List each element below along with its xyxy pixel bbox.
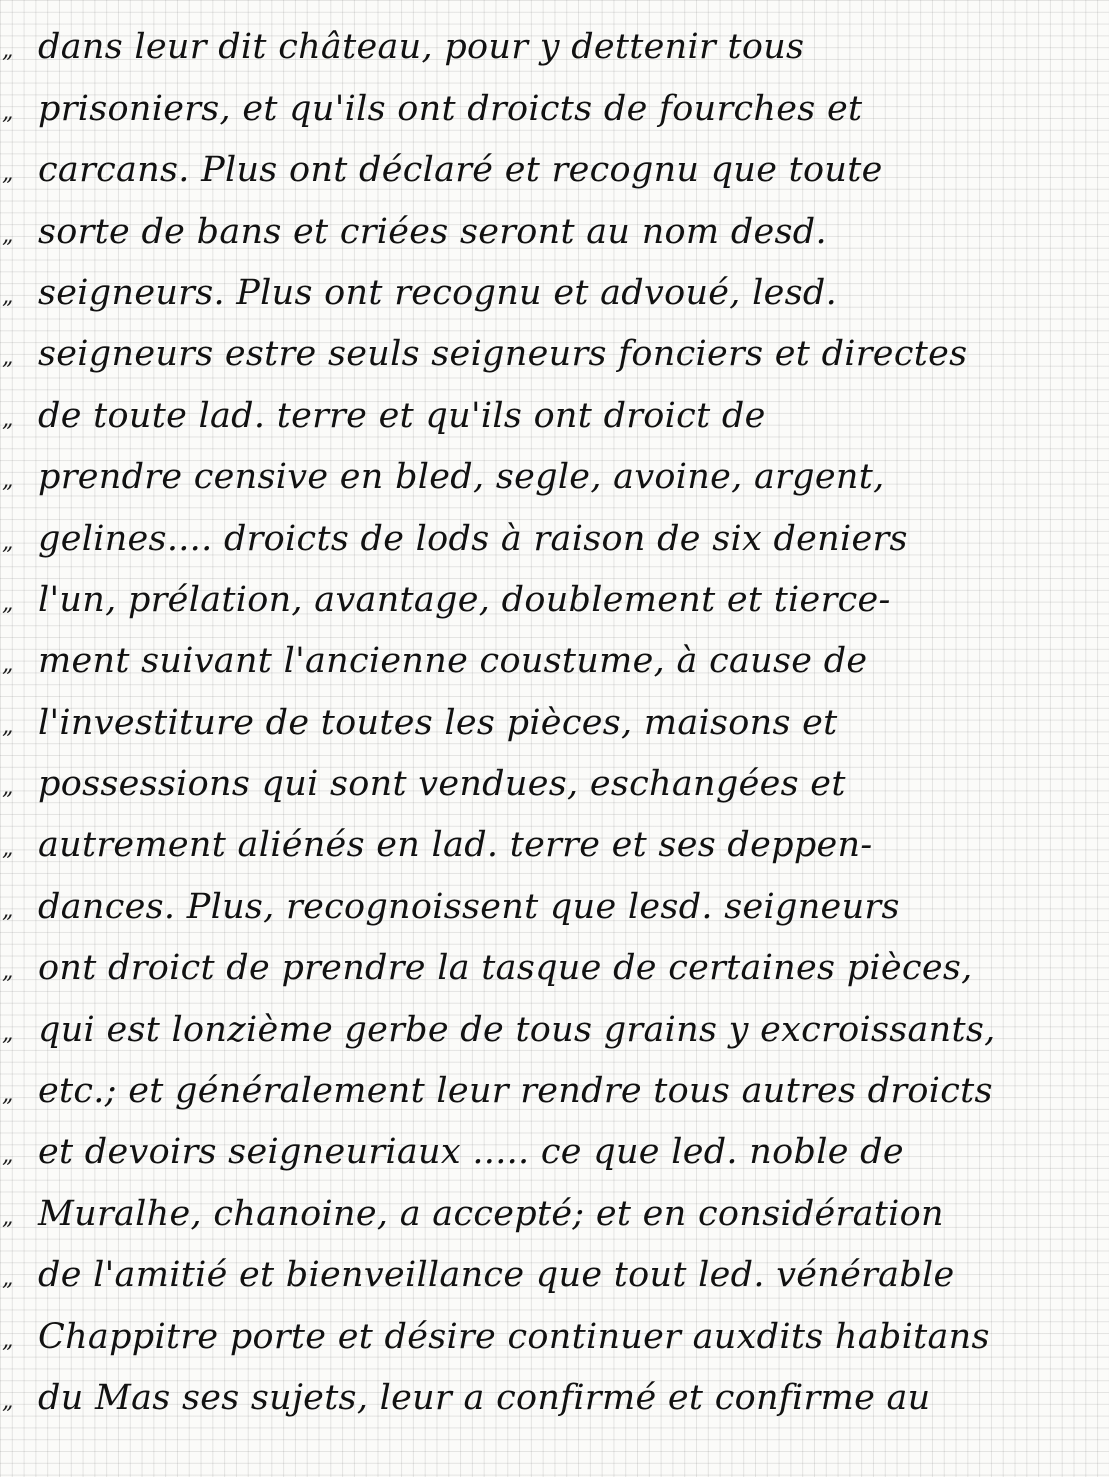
- text-line: [0, 442, 1109, 503]
- line-quote-mark: „: [2, 529, 13, 555]
- text-line: [0, 135, 1109, 196]
- line-text: carcans. Plus ont déclaré et recognu que toute: [38, 150, 883, 191]
- line-text: Chappitre porte et désire continuer auxdits habitans: [38, 1316, 990, 1357]
- line-quote-mark: „: [2, 775, 13, 801]
- line-quote-mark: „: [2, 1266, 13, 1292]
- line-quote-mark: „: [2, 713, 13, 739]
- line-text: de l'amitié et bienveillance que tout led. vénérable: [38, 1255, 955, 1296]
- line-quote-mark: „: [2, 959, 13, 985]
- line-quote-mark: „: [2, 652, 13, 678]
- line-quote-mark: „: [2, 222, 13, 248]
- line-text: prisoniers, et qu'ils ont droicts de fourches et: [38, 88, 863, 129]
- line-quote-mark: „: [2, 1082, 13, 1108]
- line-text: Muralhe, chanoine, a accepté; et en considération: [38, 1193, 944, 1234]
- line-text: gelines.... droicts de lods à raison de six deniers: [38, 518, 908, 559]
- text-line: [0, 871, 1109, 932]
- text-line: [0, 687, 1109, 748]
- line-text: etc.; et généralement leur rendre tous autres droicts: [38, 1071, 993, 1112]
- line-text: sorte de bans et criées seront au nom desd.: [38, 211, 827, 252]
- line-quote-mark: „: [2, 1388, 13, 1414]
- text-line: [0, 994, 1109, 1055]
- line-text: ont droict de prendre la tasque de certaines pièces,: [38, 948, 973, 989]
- line-text: l'un, prélation, avantage, doublement et tierce-: [38, 579, 891, 620]
- text-line: [0, 73, 1109, 134]
- line-text: l'investiture de toutes les pièces, maisons et: [38, 702, 838, 743]
- line-quote-mark: „: [2, 283, 13, 309]
- line-text: prendre censive en bled, segle, avoine, argent,: [38, 457, 885, 498]
- line-text: seigneurs. Plus ont recognu et advoué, lesd.: [38, 272, 838, 313]
- line-quote-mark: „: [2, 836, 13, 862]
- text-line: [0, 1240, 1109, 1301]
- text-line: [0, 503, 1109, 564]
- line-text: possessions qui sont vendues, eschangées et: [38, 764, 846, 805]
- text-line: [0, 1301, 1109, 1362]
- text-line: [0, 565, 1109, 626]
- line-text: ment suivant l'ancienne coustume, à cause de: [38, 641, 868, 682]
- line-quote-mark: „: [2, 99, 13, 125]
- manuscript-text: [0, 12, 1109, 1424]
- line-text: qui est lonzième gerbe de tous grains y excroissants,: [38, 1009, 996, 1050]
- text-line: [0, 1117, 1109, 1178]
- line-text: dans leur dit château, pour y dettenir tous: [38, 27, 805, 68]
- text-line: [0, 933, 1109, 994]
- line-quote-mark: „: [2, 897, 13, 923]
- text-line: [0, 380, 1109, 441]
- line-text: dances. Plus, recognoissent que lesd. seigneurs: [38, 886, 900, 927]
- line-quote-mark: „: [2, 590, 13, 616]
- line-quote-mark: „: [2, 1143, 13, 1169]
- text-line: [0, 319, 1109, 380]
- text-line: [0, 626, 1109, 687]
- line-quote-mark: „: [2, 38, 13, 64]
- line-quote-mark: „: [2, 468, 13, 494]
- text-line: [0, 12, 1109, 73]
- line-quote-mark: „: [2, 1020, 13, 1046]
- line-quote-mark: „: [2, 406, 13, 432]
- line-quote-mark: „: [2, 161, 13, 187]
- line-text: de toute lad. terre et qu'ils ont droict de: [38, 395, 766, 436]
- line-text: seigneurs estre seuls seigneurs fonciers et directes: [38, 334, 968, 375]
- text-line: [0, 810, 1109, 871]
- text-line: [0, 196, 1109, 257]
- text-line: [0, 1056, 1109, 1117]
- line-text: autrement aliénés en lad. terre et ses deppen-: [38, 825, 873, 866]
- text-line: [0, 258, 1109, 319]
- text-line: [0, 749, 1109, 810]
- line-text: et devoirs seigneuriaux ..... ce que led. noble de: [38, 1132, 904, 1173]
- line-quote-mark: „: [2, 345, 13, 371]
- text-line: [0, 1363, 1109, 1424]
- line-quote-mark: „: [2, 1327, 13, 1353]
- line-text: du Mas ses sujets, leur a confirmé et confirme au: [38, 1377, 931, 1418]
- text-line: [0, 1178, 1109, 1239]
- line-quote-mark: „: [2, 1204, 13, 1230]
